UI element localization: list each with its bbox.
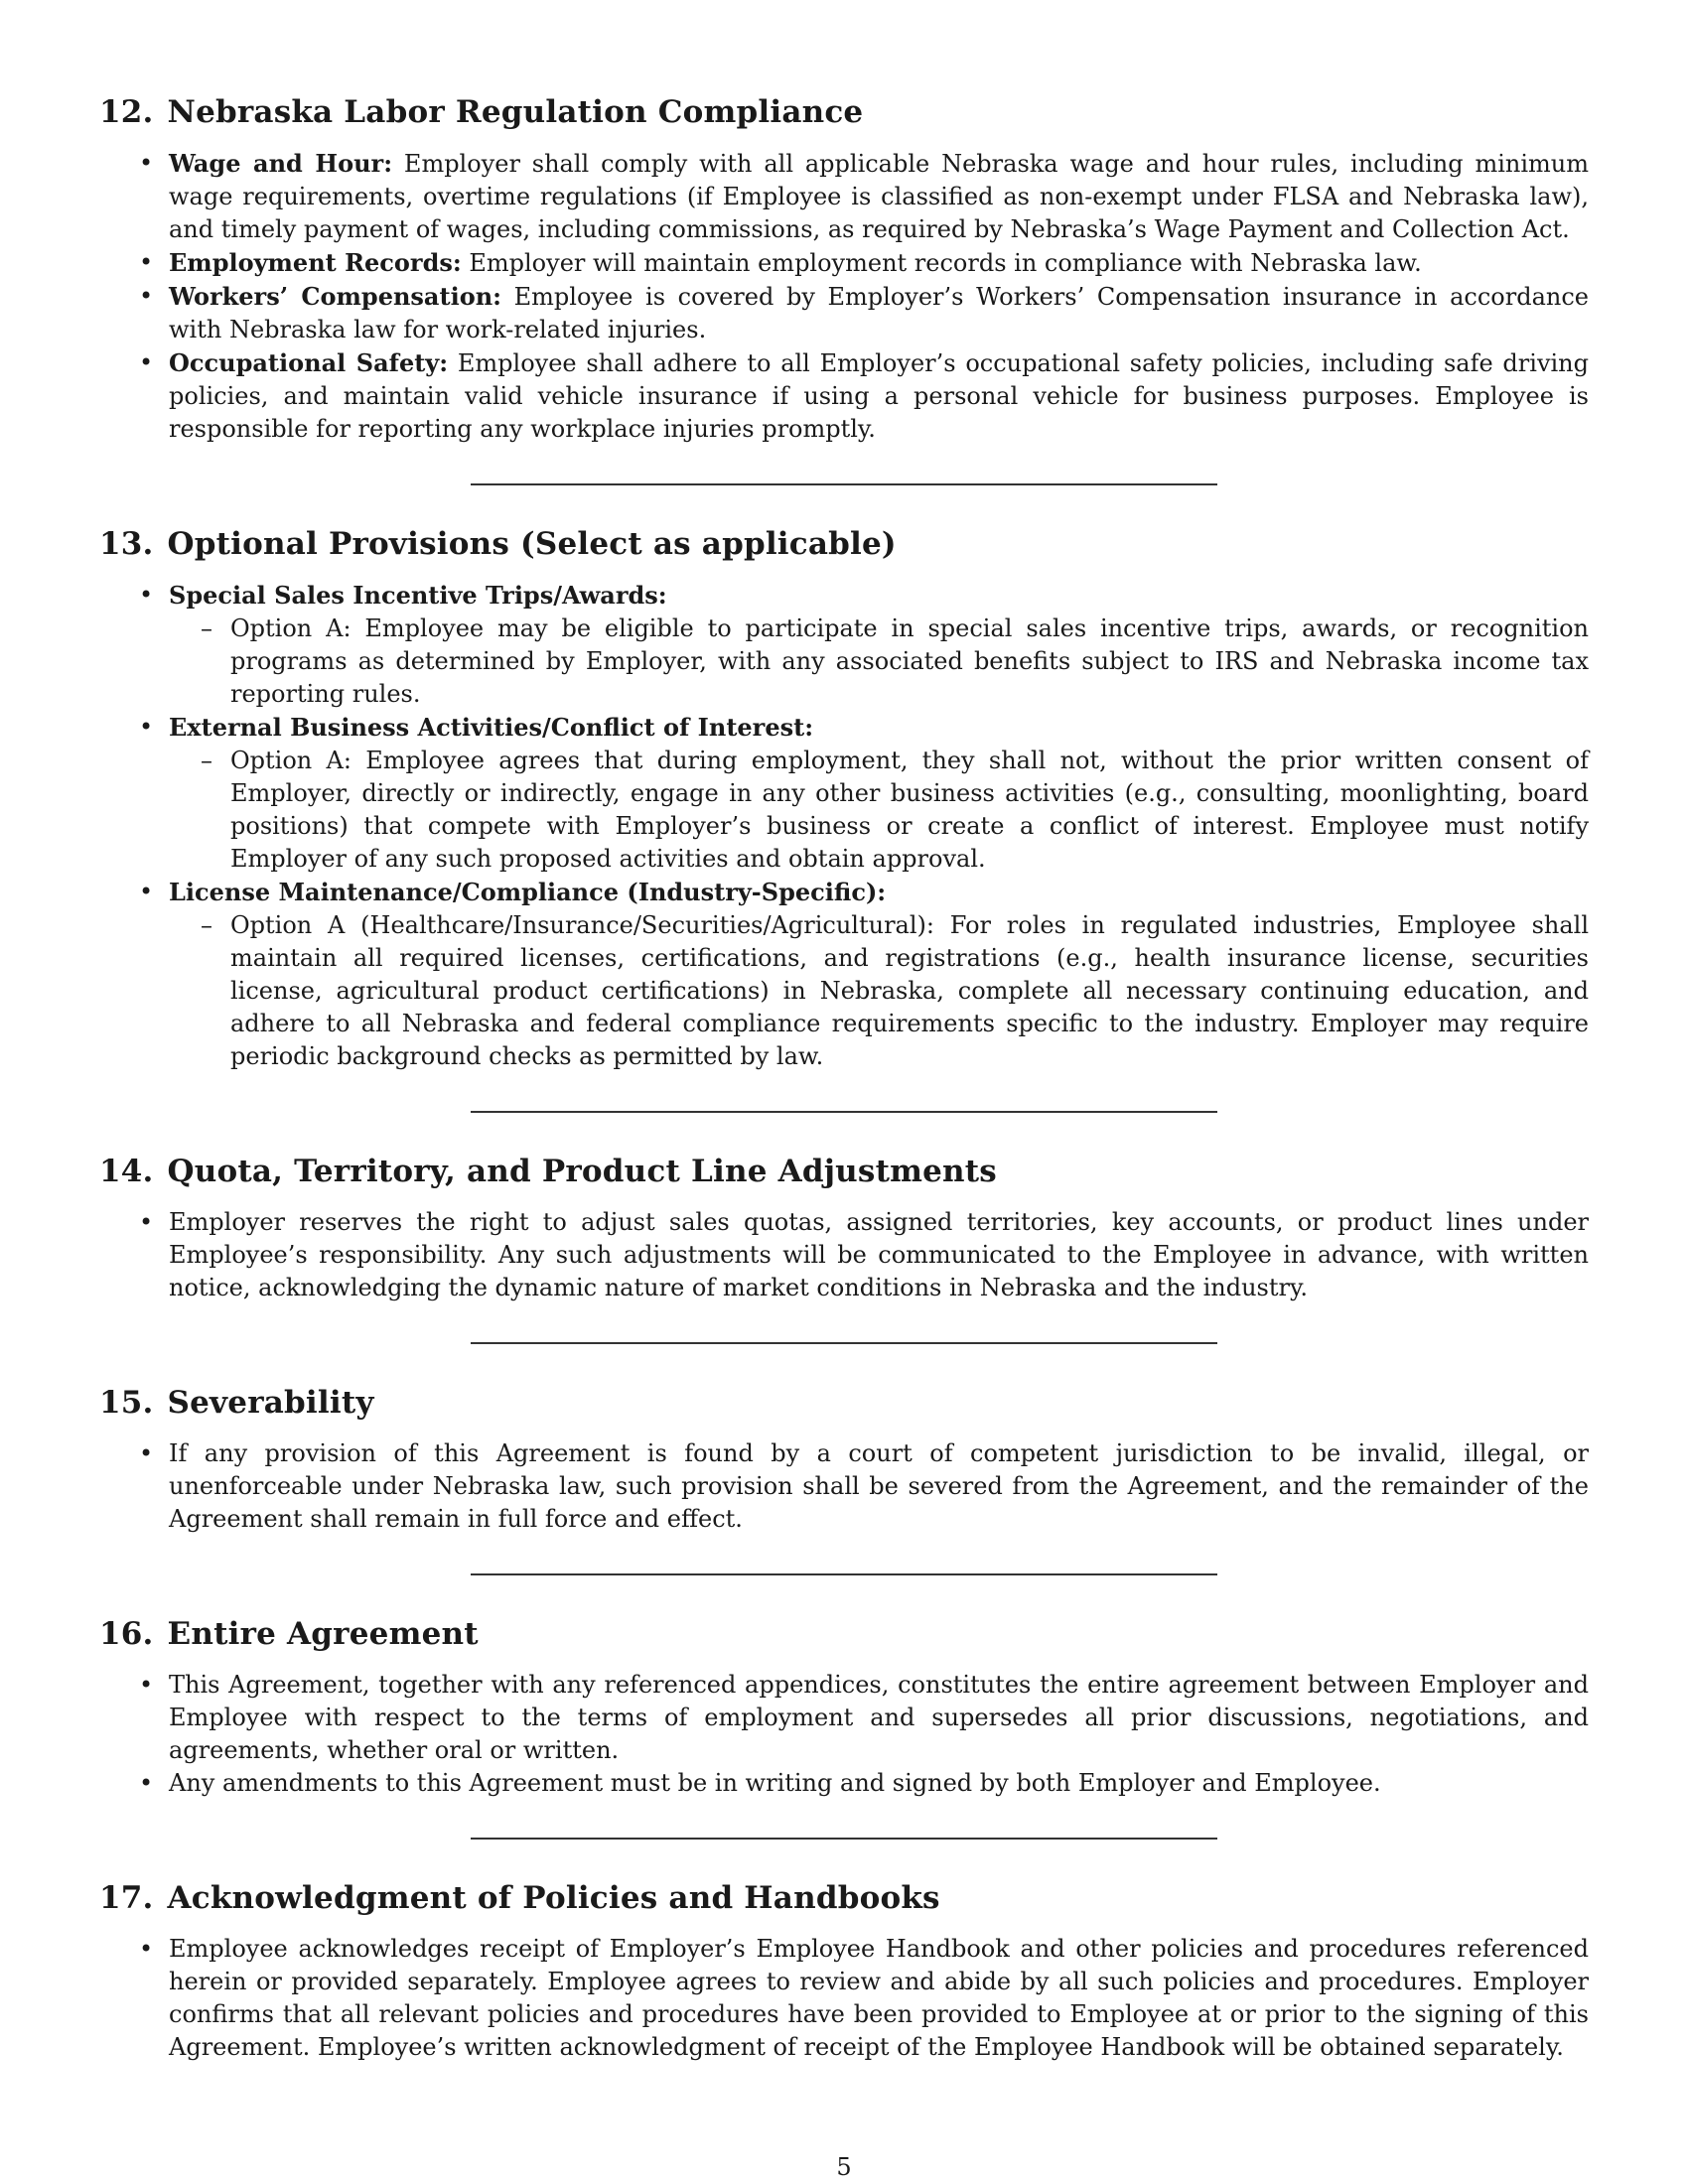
option-item: – Option A: Employee may be eligible to participate in special sales incentive trips, awards, or recognition programs as determined by Employer, with any associated benefits subject to IRS and Nebraska income tax reporting rules. (230, 613, 1589, 711)
section-heading: Severability (167, 1385, 374, 1421)
section-divider (471, 1111, 1217, 1113)
section-divider (471, 1573, 1217, 1575)
section-heading: Nebraska Labor Regulation Compliance (167, 94, 864, 130)
bullet-list (99, 147, 1589, 446)
list-item: • If any provision of this Agreement is found by a court of competent jurisdiction to be invalid, illegal, or unenforceable under Nebraska law, such provision shall be severed from the Agreement, and the remainder of the Agreement shall remain in full force and effect. (169, 1437, 1589, 1536)
item-label: Special Sales Incentive Trips/Awards: (169, 581, 667, 610)
page-number: 5 (836, 2153, 852, 2181)
section-13 (99, 523, 1589, 1073)
section-14 (99, 1151, 1589, 1304)
item-label: Workers’ Compensation: (169, 282, 502, 311)
list-item: • This Agreement, together with any referenced appendices, constitutes the entire agreement between Employer and Employee with respect to the terms of employment and supersedes all prior discussions, negotiations, and agreements, whether oral or written. (169, 1669, 1589, 1767)
option-list (169, 613, 1589, 711)
section-number: 14. (99, 1154, 154, 1189)
list-item (169, 711, 1589, 876)
section-title (99, 1382, 1589, 1424)
section-heading: Acknowledgment of Policies and Handbooks (167, 1880, 940, 1916)
bullet-list (99, 579, 1589, 1073)
option-item: – Option A: Employee agrees that during employment, they shall not, without the prior written consent of Employer, directly or indirectly, engage in any other business activities (e.g., consulting, moonlighting, board positions) that compete with Employer’s business or create a conflict of interest. Employee must notify Employer of any such proposed activities and obtain approval. (230, 745, 1589, 876)
section-heading: Entire Agreement (167, 1616, 479, 1652)
document-page (99, 91, 1589, 2064)
option-list (169, 745, 1589, 876)
list-item (169, 876, 1589, 1073)
bullet-list (99, 1669, 1589, 1800)
section-divider (471, 1838, 1217, 1840)
bullet-list (99, 1206, 1589, 1304)
section-divider (471, 483, 1217, 485)
section-title (99, 1151, 1589, 1192)
section-number: 12. (99, 94, 154, 130)
section-title (99, 1613, 1589, 1655)
option-list (169, 909, 1589, 1073)
section-17 (99, 1877, 1589, 2064)
list-item (169, 346, 1589, 446)
item-label: External Business Activities/Conflict of Interest: (169, 713, 814, 742)
item-label: Occupational Safety: (169, 348, 449, 377)
option-item: – Option A (Healthcare/Insurance/Securities/Agricultural): For roles in regulated industries, Employee shall maintain all required licenses, certifications, and registrations (e.g., health insurance license, securities license, agricultural product certifications) in Nebraska, complete all necessary continuing education, and adhere to all Nebraska and federal compliance requirements specific to the industry. Employer may require periodic background checks as permitted by law. (230, 909, 1589, 1073)
item-label: Wage and Hour: (169, 149, 393, 178)
item-label: Employment Records: (169, 248, 462, 277)
section-heading: Optional Provisions (Select as applicable) (167, 526, 897, 562)
list-item: • Employer reserves the right to adjust sales quotas, assigned territories, key accounts, or product lines under Employee’s responsibility. Any such adjustments will be communicated to the Employee in advance, with written notice, acknowledging the dynamic nature of market conditions in Nebraska and the industry. (169, 1206, 1589, 1304)
item-label: License Maintenance/Compliance (Industry-Specific): (169, 878, 887, 906)
section-heading: Quota, Territory, and Product Line Adjustments (167, 1154, 997, 1189)
list-item (169, 147, 1589, 246)
list-item (169, 280, 1589, 346)
section-number: 13. (99, 526, 154, 562)
item-text: Employee is covered by Employer’s Workers’ Compensation insurance in accordance with Nebraska law for work-related injuries. (169, 283, 1590, 343)
section-15 (99, 1382, 1589, 1536)
item-text: Employer shall comply with all applicable Nebraska wage and hour rules, including minimum wage requirements, overtime regulations (if Employee is classified as non-exempt under FLSA and Nebraska law), and timely payment of wages, including commissions, as required by Nebraska’s Wage Payment and Collection Act. (169, 150, 1589, 243)
section-number: 17. (99, 1880, 154, 1916)
section-16 (99, 1613, 1589, 1800)
item-text: Employee shall adhere to all Employer’s occupational safety policies, including safe driving policies, and maintain valid vehicle insurance if using a personal vehicle for business purposes. Employee is responsible for reporting any workplace injuries promptly. (169, 349, 1590, 443)
bullet-list (99, 1437, 1589, 1536)
list-item (169, 579, 1589, 711)
section-title (99, 91, 1589, 133)
list-item: • Employee acknowledges receipt of Employer’s Employee Handbook and other policies and procedures referenced herein or provided separately. Employee agrees to review and abide by all such policies and procedures. Employer confirms that all relevant policies and procedures have been provided to Employee at or prior to the signing of this Agreement. Employee’s written acknowledgment of receipt of the Employee Handbook will be obtained separately. (169, 1933, 1589, 2064)
list-item: • Any amendments to this Agreement must be in writing and signed by both Employer and Employee. (169, 1767, 1589, 1800)
section-12 (99, 91, 1589, 446)
bullet-list (99, 1933, 1589, 2064)
section-number: 16. (99, 1616, 154, 1652)
list-item (169, 246, 1589, 280)
section-number: 15. (99, 1385, 154, 1421)
item-text: Employer will maintain employment records in compliance with Nebraska law. (461, 249, 1422, 277)
section-divider (471, 1342, 1217, 1344)
section-title (99, 1877, 1589, 1919)
section-title (99, 523, 1589, 565)
